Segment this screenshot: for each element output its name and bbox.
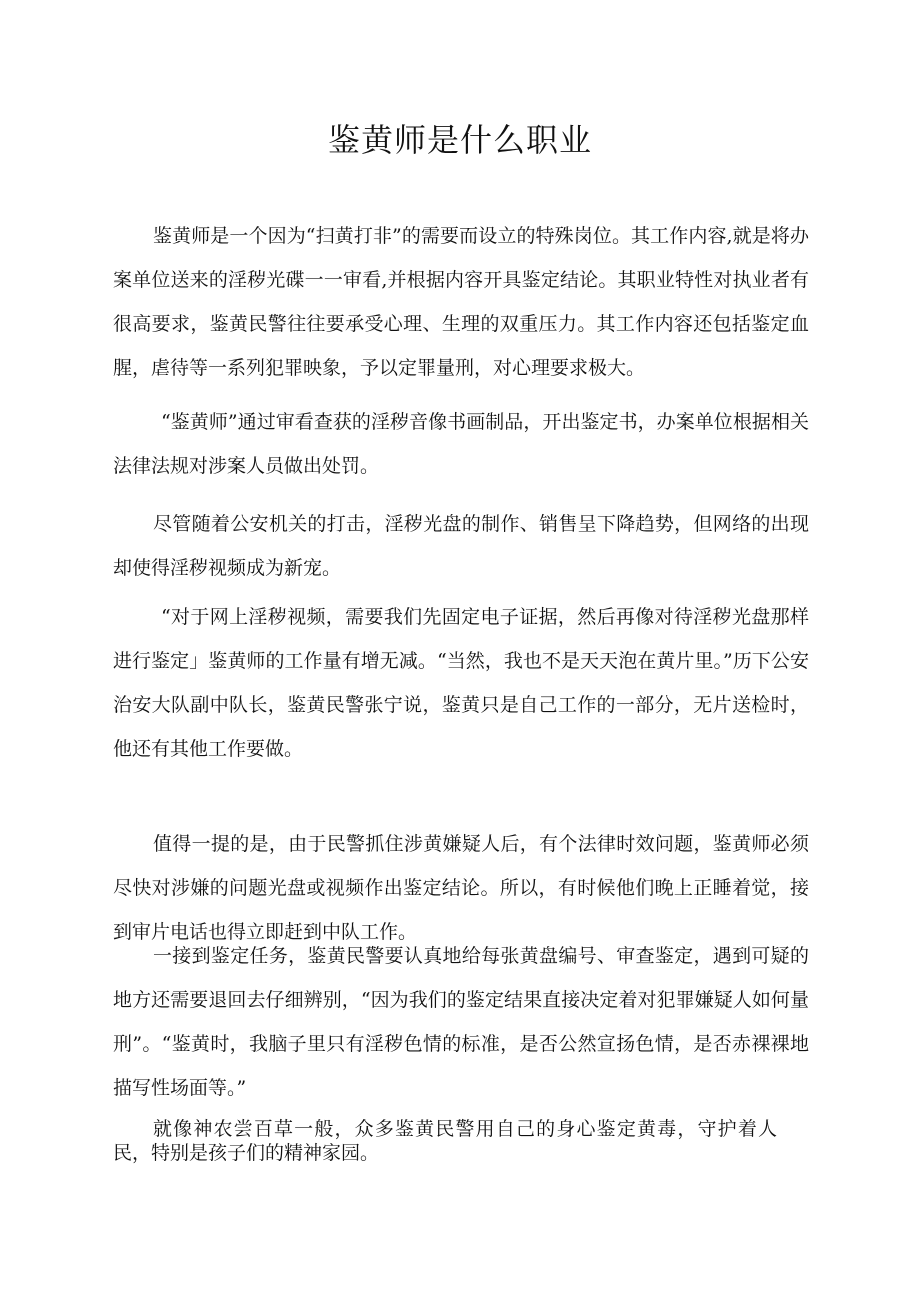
paragraph-4: “对于网上淫秽视频，需要我们先固定电子证据，然后再像对待淫秽光盘那样进行鉴定」鉴黄师的工作量有增无减。“当然，我也不是天天泡在黄片里。”历下公安治安大队副中队长，鉴黄民警张宁说，鉴黄只是自己工作的一部分，无片送检时，他还有其他工作要做。 <box>113 606 809 760</box>
paragraph-7: 就像神农尝百草一般，众多鉴黄民警用自己的身心鉴定黄毒，守护着人民，特别是孩子们的精神家园。 <box>113 1118 777 1164</box>
page-title: 鉴黄师是什么职业 <box>327 121 592 159</box>
paragraph-6: 一接到鉴定任务，鉴黄民警要认真地给每张黄盘编号、审查鉴定，遇到可疑的地方还需要退回去仔细辨别，“因为我们的鉴定结果直接决定着对犯罪嫌疑人如何量刑”。“鉴黄时，我脑子里只有淫秽色情的标准，是否公然宣扬色情，是否赤裸裸地描写性场面等。” <box>113 945 809 1099</box>
paragraph-3: 尽管随着公安机关的打击，淫秽光盘的制作、销售呈下降趋势，但网络的出现却使得淫秽视频成为新宠。 <box>113 513 809 579</box>
paragraph-5: 值得一提的是，由于民警抓住涉黄嫌疑人后，有个法律时效问题，鉴黄师必须尽快对涉嫌的问题光盘或视频作出鉴定结论。所以，有时候他们晚上正睡着觉，接到审片电话也得立即赶到中队工作。 <box>113 833 809 943</box>
paragraph-1: 鉴黄师是一个因为“扫黄打非”的需要而设立的特殊岗位。其工作内容,就是将办案单位送来的淫秽光碟一一审看,并根据内容开具鉴定结论。其职业特性对执业者有很高要求，鉴黄民警往往要承受心理、生理的双重压力。其工作内容还包括鉴定血腥，虐待等一系列犯罪映象，予以定罪量刑，对心理要求极大。 <box>113 225 809 379</box>
paragraph-2: “鉴黄师”通过审看查获的淫秽音像书画制品，开出鉴定书，办案单位根据相关法律法规对涉案人员做出处罚。 <box>113 411 809 477</box>
